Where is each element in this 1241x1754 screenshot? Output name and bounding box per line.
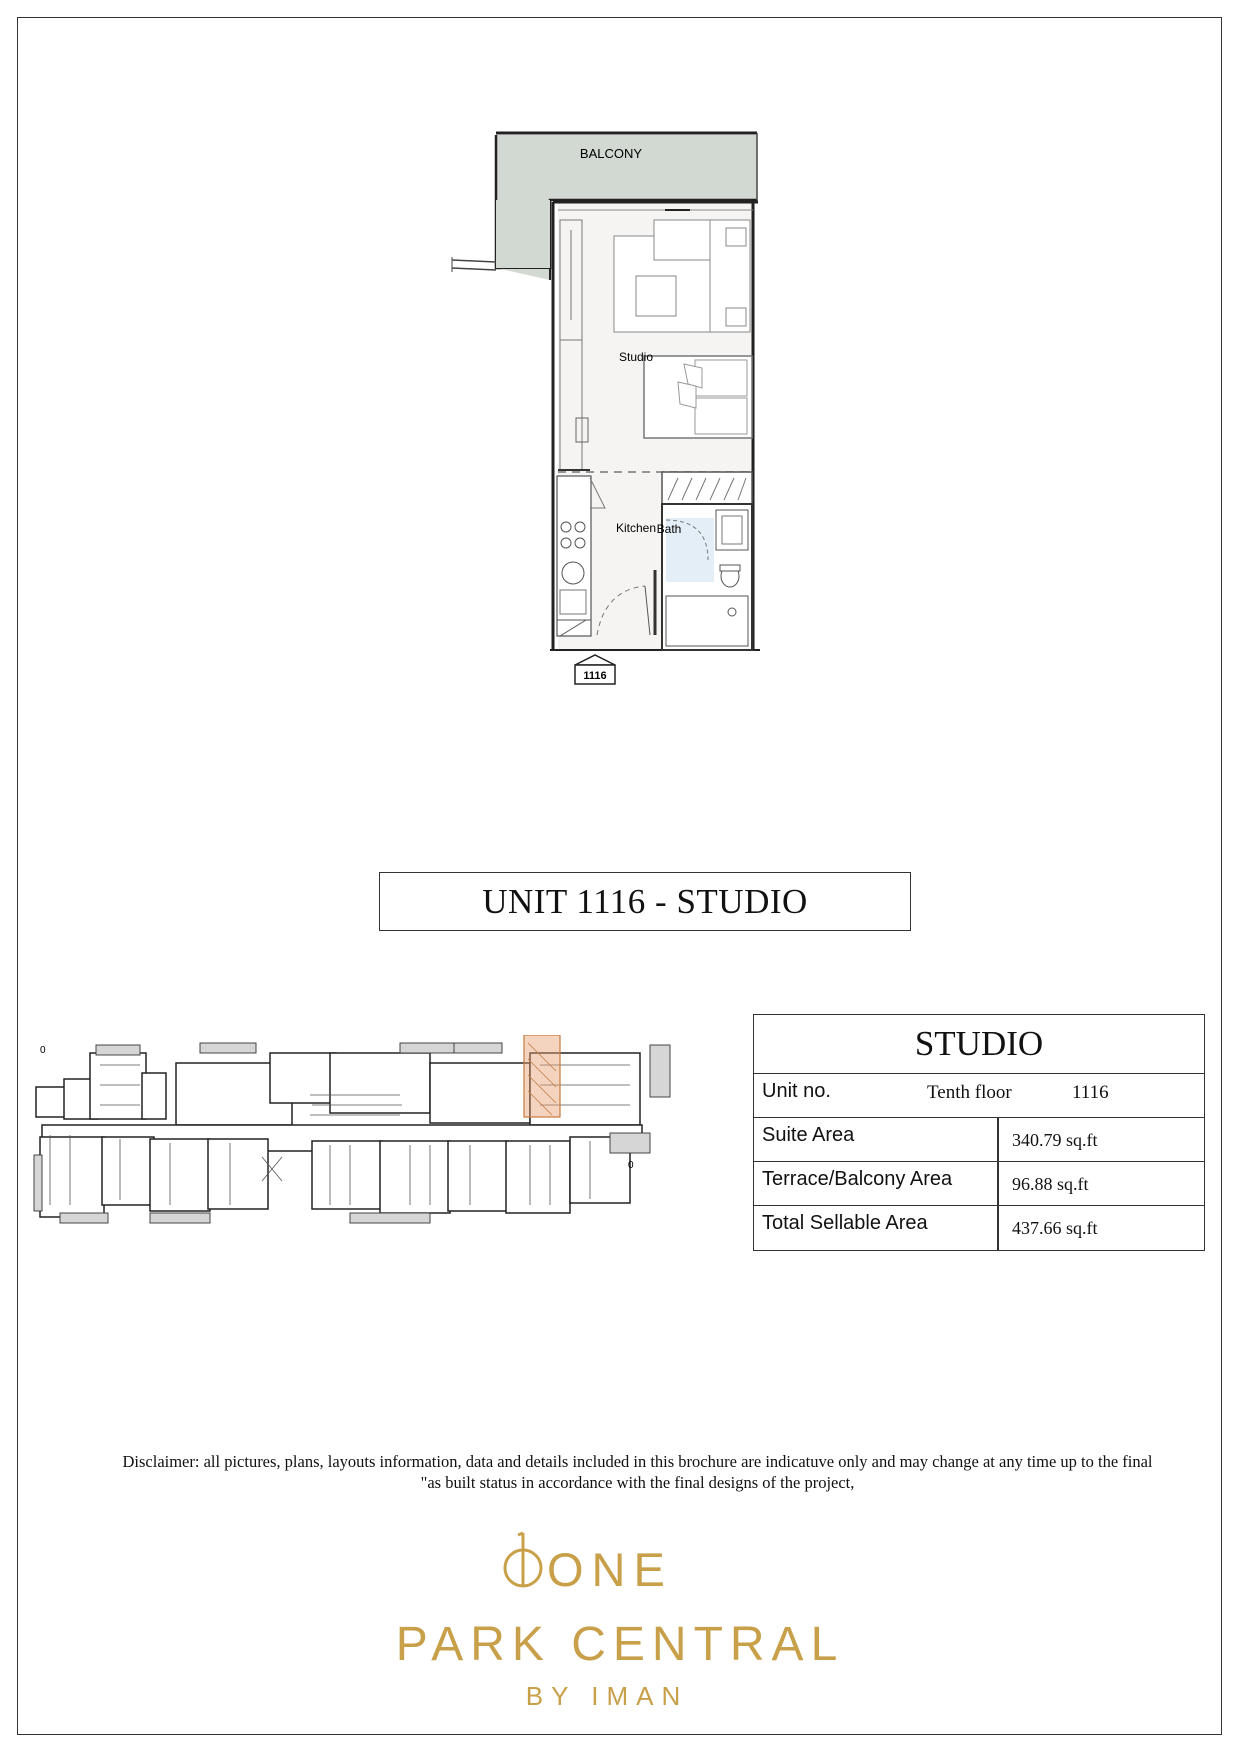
kitchen-label: Kitchen xyxy=(615,521,657,535)
spec-heading-text: STUDIO xyxy=(914,1024,1044,1063)
floor-value: Tenth floor xyxy=(927,1082,1012,1103)
balcony-area-row xyxy=(754,1162,1204,1206)
disclaimer-line-1: Disclaimer: all pictures, plans, layouts information, data and details included in this brochure are indicatuve only and may change at any time up to the final xyxy=(122,1452,1153,1471)
column-divider xyxy=(997,1118,999,1161)
unit-tag-label: 1116 xyxy=(583,670,607,682)
studio-label: Studio xyxy=(618,350,654,364)
balcony-area-value: 96.88 sq.ft xyxy=(1012,1174,1089,1194)
disclaimer-line-2: "as built status in accordance with the final designs of the project, xyxy=(420,1473,855,1492)
column-divider xyxy=(997,1206,999,1250)
floor-key-plan xyxy=(30,1035,730,1235)
suite-area-row xyxy=(754,1118,1204,1162)
unit-spec-table xyxy=(753,1014,1205,1251)
balcony-label: BALCONY xyxy=(579,146,643,161)
balcony-area xyxy=(496,135,757,200)
spec-heading xyxy=(754,1015,1204,1074)
unit-title xyxy=(379,872,911,931)
balcony-area-label: Terrace/Balcony Area xyxy=(762,1168,953,1190)
unit-floor-plan xyxy=(440,120,800,770)
unit-number-row xyxy=(754,1074,1204,1118)
total-area-label: Total Sellable Area xyxy=(762,1212,928,1234)
logo-line-2: PARK CENTRAL xyxy=(395,1618,845,1671)
column-divider xyxy=(997,1162,999,1205)
unit-no-value: 1116 xyxy=(1072,1082,1109,1103)
suite-area-label: Suite Area xyxy=(762,1124,855,1146)
north-marker-left: 0 xyxy=(40,1045,46,1056)
north-marker-right: 0 xyxy=(628,1160,634,1171)
unit-no-label: Unit no. xyxy=(762,1080,831,1102)
disclaimer xyxy=(70,1451,1205,1493)
unit-title-text: UNIT 1116 - STUDIO xyxy=(482,881,808,921)
total-area-row xyxy=(754,1206,1204,1250)
entrance-marker xyxy=(575,655,615,665)
logo-line-3: BY IMAN xyxy=(525,1681,689,1711)
brand-logo xyxy=(370,1525,870,1715)
bath-label: Bath xyxy=(656,522,682,536)
total-area-value: 437.66 sq.ft xyxy=(1012,1218,1098,1238)
logo-line-1: ONE xyxy=(547,1543,673,1596)
suite-area-value: 340.79 sq.ft xyxy=(1012,1130,1098,1150)
